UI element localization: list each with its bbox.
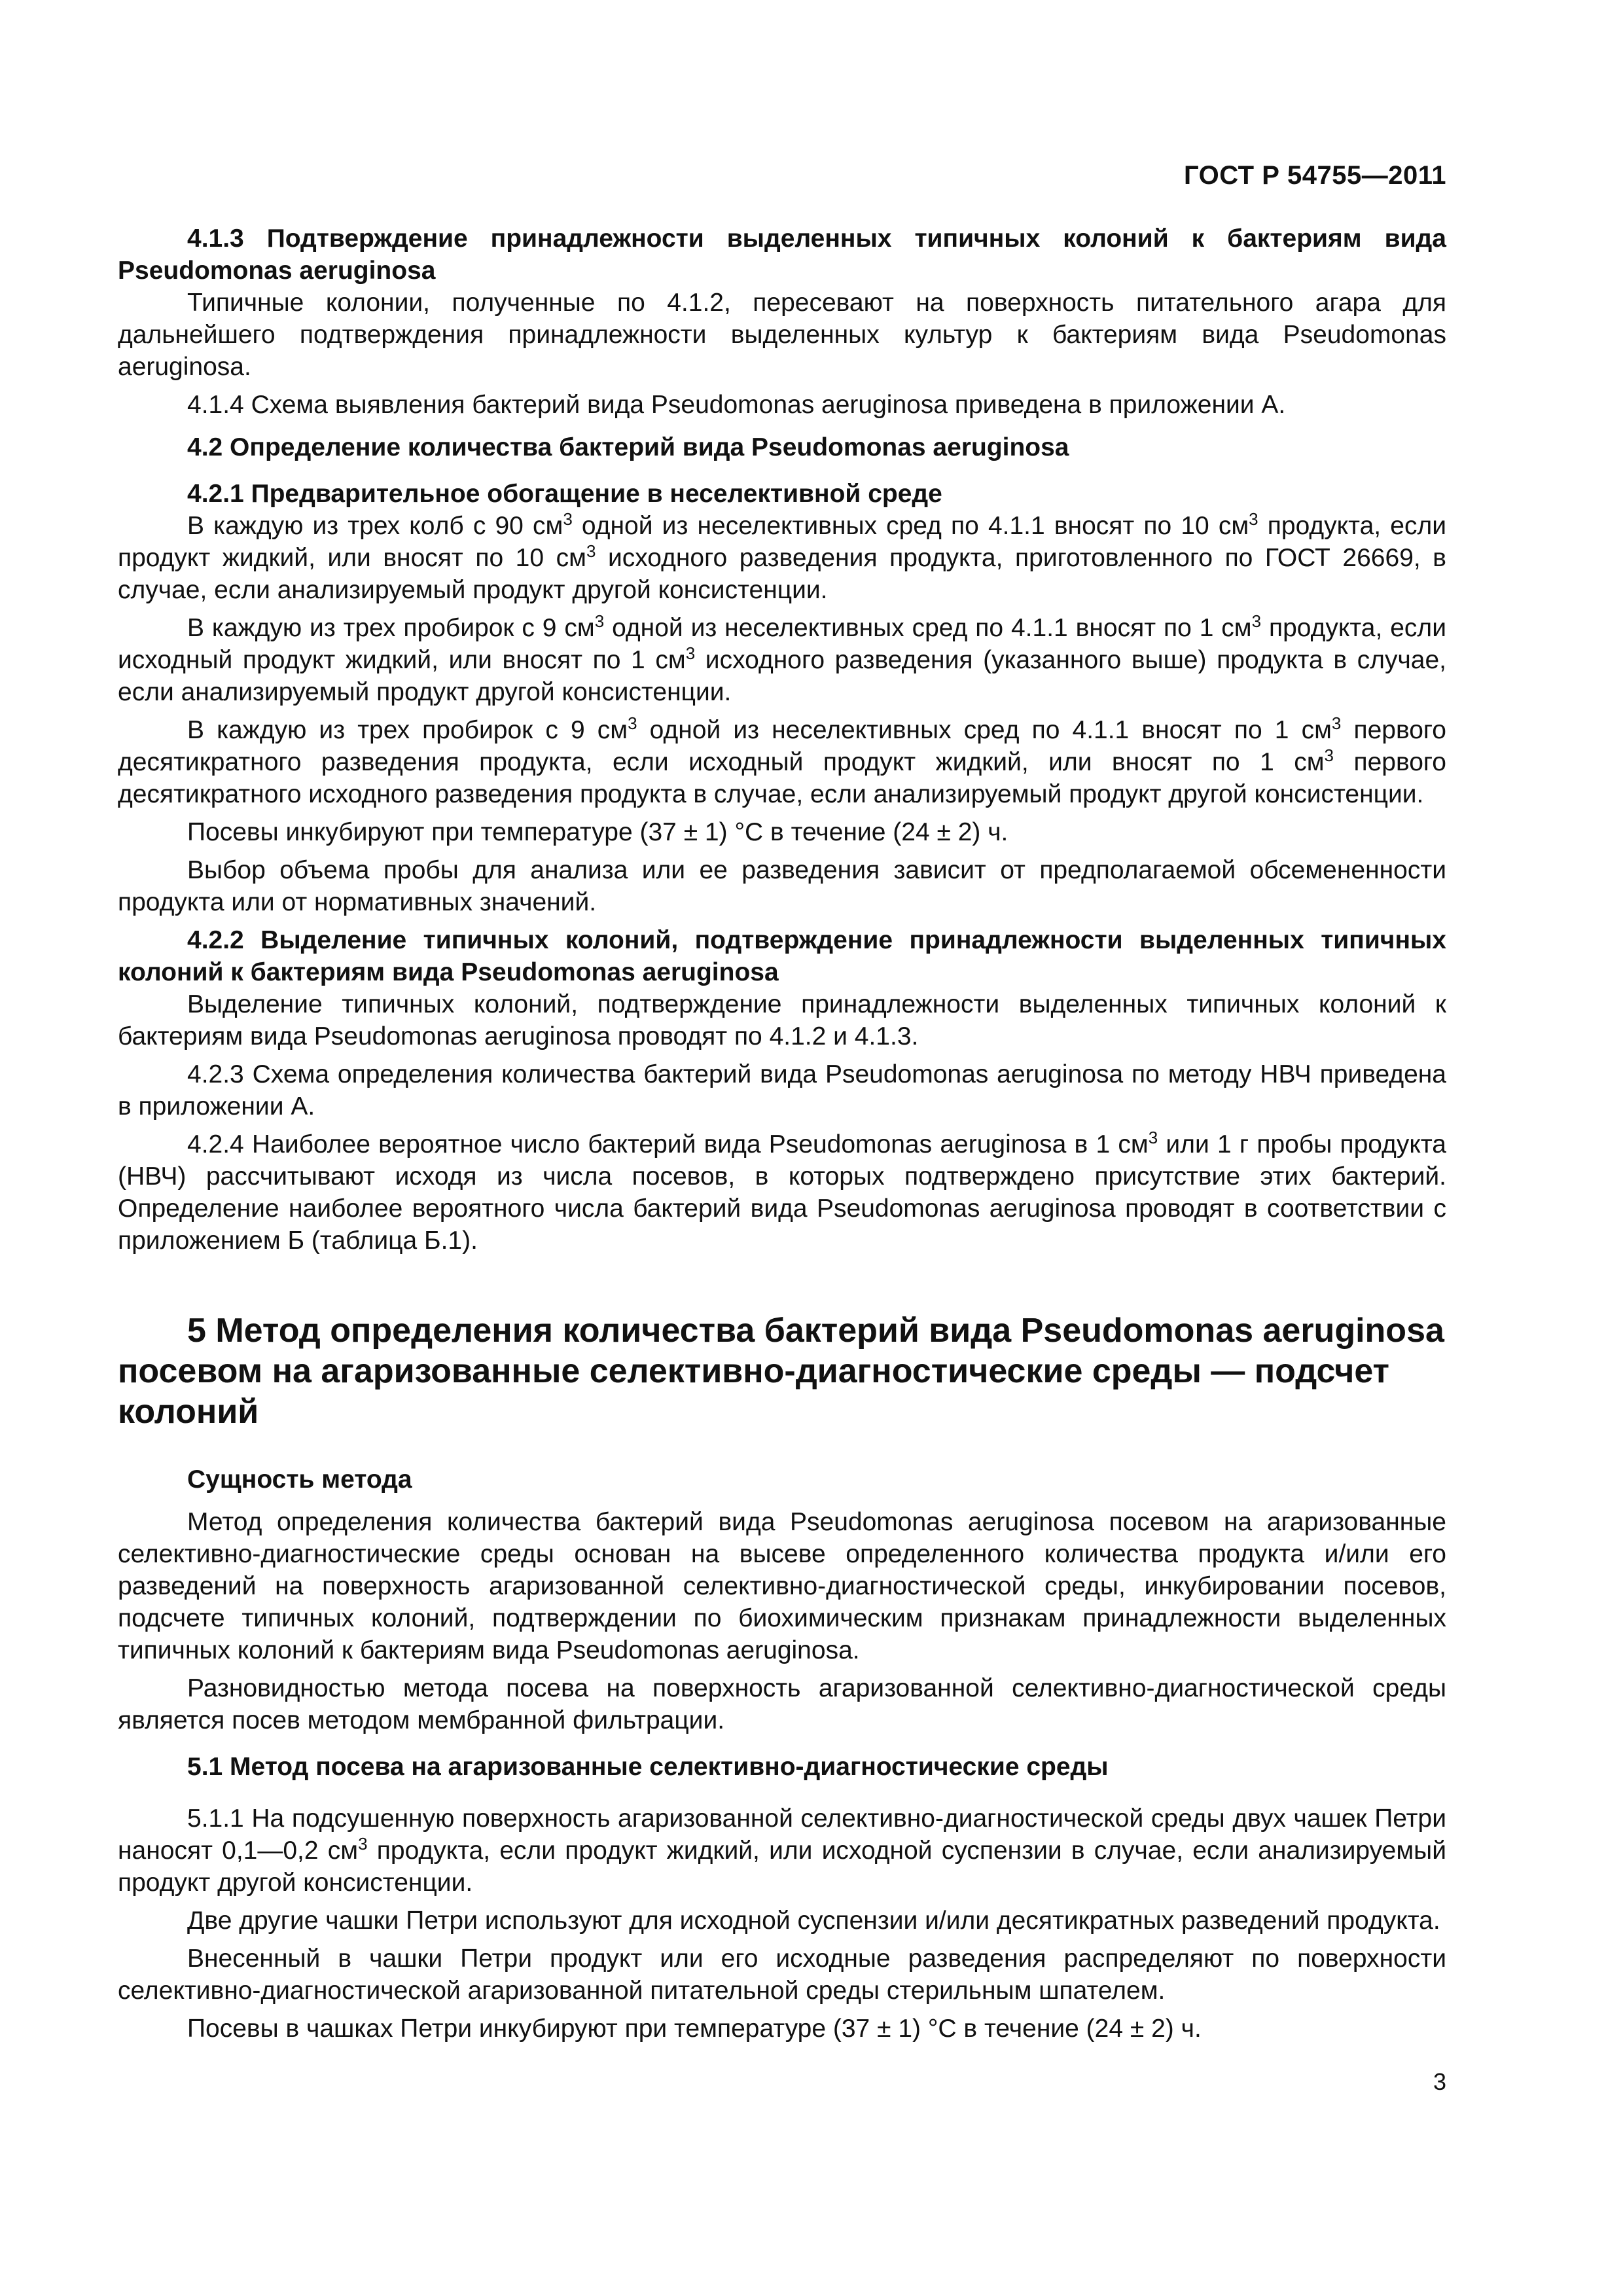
essence-subheading: Сущность метода bbox=[187, 1465, 412, 1494]
section-4-2-1-paragraph-1: В каждую из трех колб с 90 $см^3$ одной из неселективных сред по 4.1.1 вносят по 10 $см^3$ продукта, если продукт жидкий, или вносят по 10 $см^3$ исходного разведения продукта, приготовленного по ГОСТ 26669, в случае, если анализируемый продукт другой консистенции. bbox=[118, 509, 1446, 604]
section-4-2-1-paragraph-5: Выбор объема пробы для анализа или ее разведения зависит от предполагаемой обсемененности продукта или от нормативных значений. bbox=[118, 856, 1446, 916]
section-4-2-1-title: 4.2.1 Предварительное обогащение в неселективной среде bbox=[187, 480, 942, 508]
section-5-title: 5 Метод определения количества бактерий вида Pseudomonas aeruginosa посевом на агаризованные селективно-диагностические среды — подсчет колоний bbox=[118, 1312, 1444, 1431]
section-4-1-4-paragraph: 4.1.4 Схема выявления бактерий вида Pseudomonas aeruginosa приведена в приложении А. bbox=[187, 391, 1286, 419]
section-4-2-3-paragraph: 4.2.3 Схема определения количества бактерий вида Pseudomonas aeruginosa по методу НВЧ приведена в приложении А. bbox=[118, 1060, 1446, 1121]
section-4-2-1-paragraph-2: В каждую из трех пробирок с 9 $см^3$ одной из неселективных сред по 4.1.1 вносят по 1 $см^3$ продукта, если исходный продукт жидкий, или вносят по 1 $см^3$ исходного разведения (указанного выше) продукта в случае, если анализируемый продукт другой консистенции. bbox=[118, 611, 1446, 706]
section-4-1-3-title: 4.1.3 Подтверждение принадлежности выделенных типичных колоний к бактериям вида Pseudomonas aeruginosa bbox=[118, 224, 1446, 285]
section-5-1-paragraph-2: Две другие чашки Петри используют для исходной суспензии и/или десятикратных разведений продукта. bbox=[187, 1907, 1440, 1935]
section-4-2-2-title: 4.2.2 Выделение типичных колоний, подтверждение принадлежности выделенных типичных колоний к бактериям вида Pseudomonas aeruginosa bbox=[118, 926, 1446, 986]
section-5-1-paragraph-3: Внесенный в чашки Петри продукт или его исходные разведения распределяют по поверхности селективно-диагностической агаризованной питательной среды стерильным шпателем. bbox=[118, 1945, 1446, 2005]
section-5-1-title: 5.1 Метод посева на агаризованные селективно-диагностические среды bbox=[187, 1753, 1109, 1781]
page-number: 3 bbox=[1433, 2068, 1446, 2095]
section-4-2-4-paragraph: 4.2.4 Наиболее вероятное число бактерий вида Pseudomonas aeruginosa в 1 $см^3$ или 1 г пробы продукта (НВЧ) рассчитывают исходя из числа посевов, в которых подтверждено присутствие этих бактерий. Определение наиболее вероятного числа бактерий вида Pseudomonas aeruginosa проводят в соответствии с приложением Б (таблица Б.1). bbox=[118, 1128, 1446, 1255]
section-5-paragraph-2: Разновидностью метода посева на поверхность агаризованной селективно-диагностической среды является посев методом мембранной фильтрации. bbox=[118, 1674, 1446, 1734]
document-header: ГОСТ Р 54755—2011 bbox=[1184, 161, 1446, 190]
section-4-1-3-paragraph: Типичные колонии, полученные по 4.1.2, пересевают на поверхность питательного агара для дальнейшего подтверждения принадлежности выделенных культур к бактериям вида Pseudomonas aeruginosa. bbox=[118, 289, 1446, 381]
section-4-2-1-paragraph-3: В каждую из трех пробирок с 9 $см^3$ одной из неселективных сред по 4.1.1 вносят по 1 $см^3$ первого десятикратного разведения продукта, если исходный продукт жидкий, или вносят по 1 $см^3$ первого десятикратного исходного разведения продукта в случае, если анализируемый продукт другой консистенции. bbox=[118, 713, 1446, 808]
section-4-2-1-paragraph-4: Посевы инкубируют при температуре (37 ± 1) °С в течение (24 ± 2) ч. bbox=[187, 818, 1008, 846]
section-5-1-1-paragraph: 5.1.1 На подсушенную поверхность агаризованной селективно-диагностической среды двух чашек Петри наносят 0,1—0,2 $см^3$ продукта, если продукт жидкий, или исходной суспензии в случае, если анализируемый продукт другой консистенции. bbox=[118, 1804, 1446, 1897]
section-5-1-paragraph-4: Посевы в чашках Петри инкубируют при температуре (37 ± 1) °С в течение (24 ± 2) ч. bbox=[187, 2015, 1202, 2043]
section-4-2-title: 4.2 Определение количества бактерий вида Pseudomonas aeruginosa bbox=[187, 433, 1069, 461]
section-5-paragraph-1: Метод определения количества бактерий вида Pseudomonas aeruginosa посевом на агаризованные селективно-диагностические среды основан на высеве определенного количества продукта и/или его разведений на поверхность агаризованной селективно-диагностической среды, инкубировании посевов, подсчете типичных колоний, подтверждении по биохимическим признакам принадлежности выделенных типичных колоний к бактериям вида Pseudomonas aeruginosa. bbox=[118, 1508, 1446, 1664]
page-body bbox=[118, 151, 1446, 2051]
section-4-2-2-paragraph: Выделение типичных колоний, подтверждение принадлежности выделенных типичных колоний к бактериям вида Pseudomonas aeruginosa проводят по 4.1.2 и 4.1.3. bbox=[118, 990, 1446, 1050]
